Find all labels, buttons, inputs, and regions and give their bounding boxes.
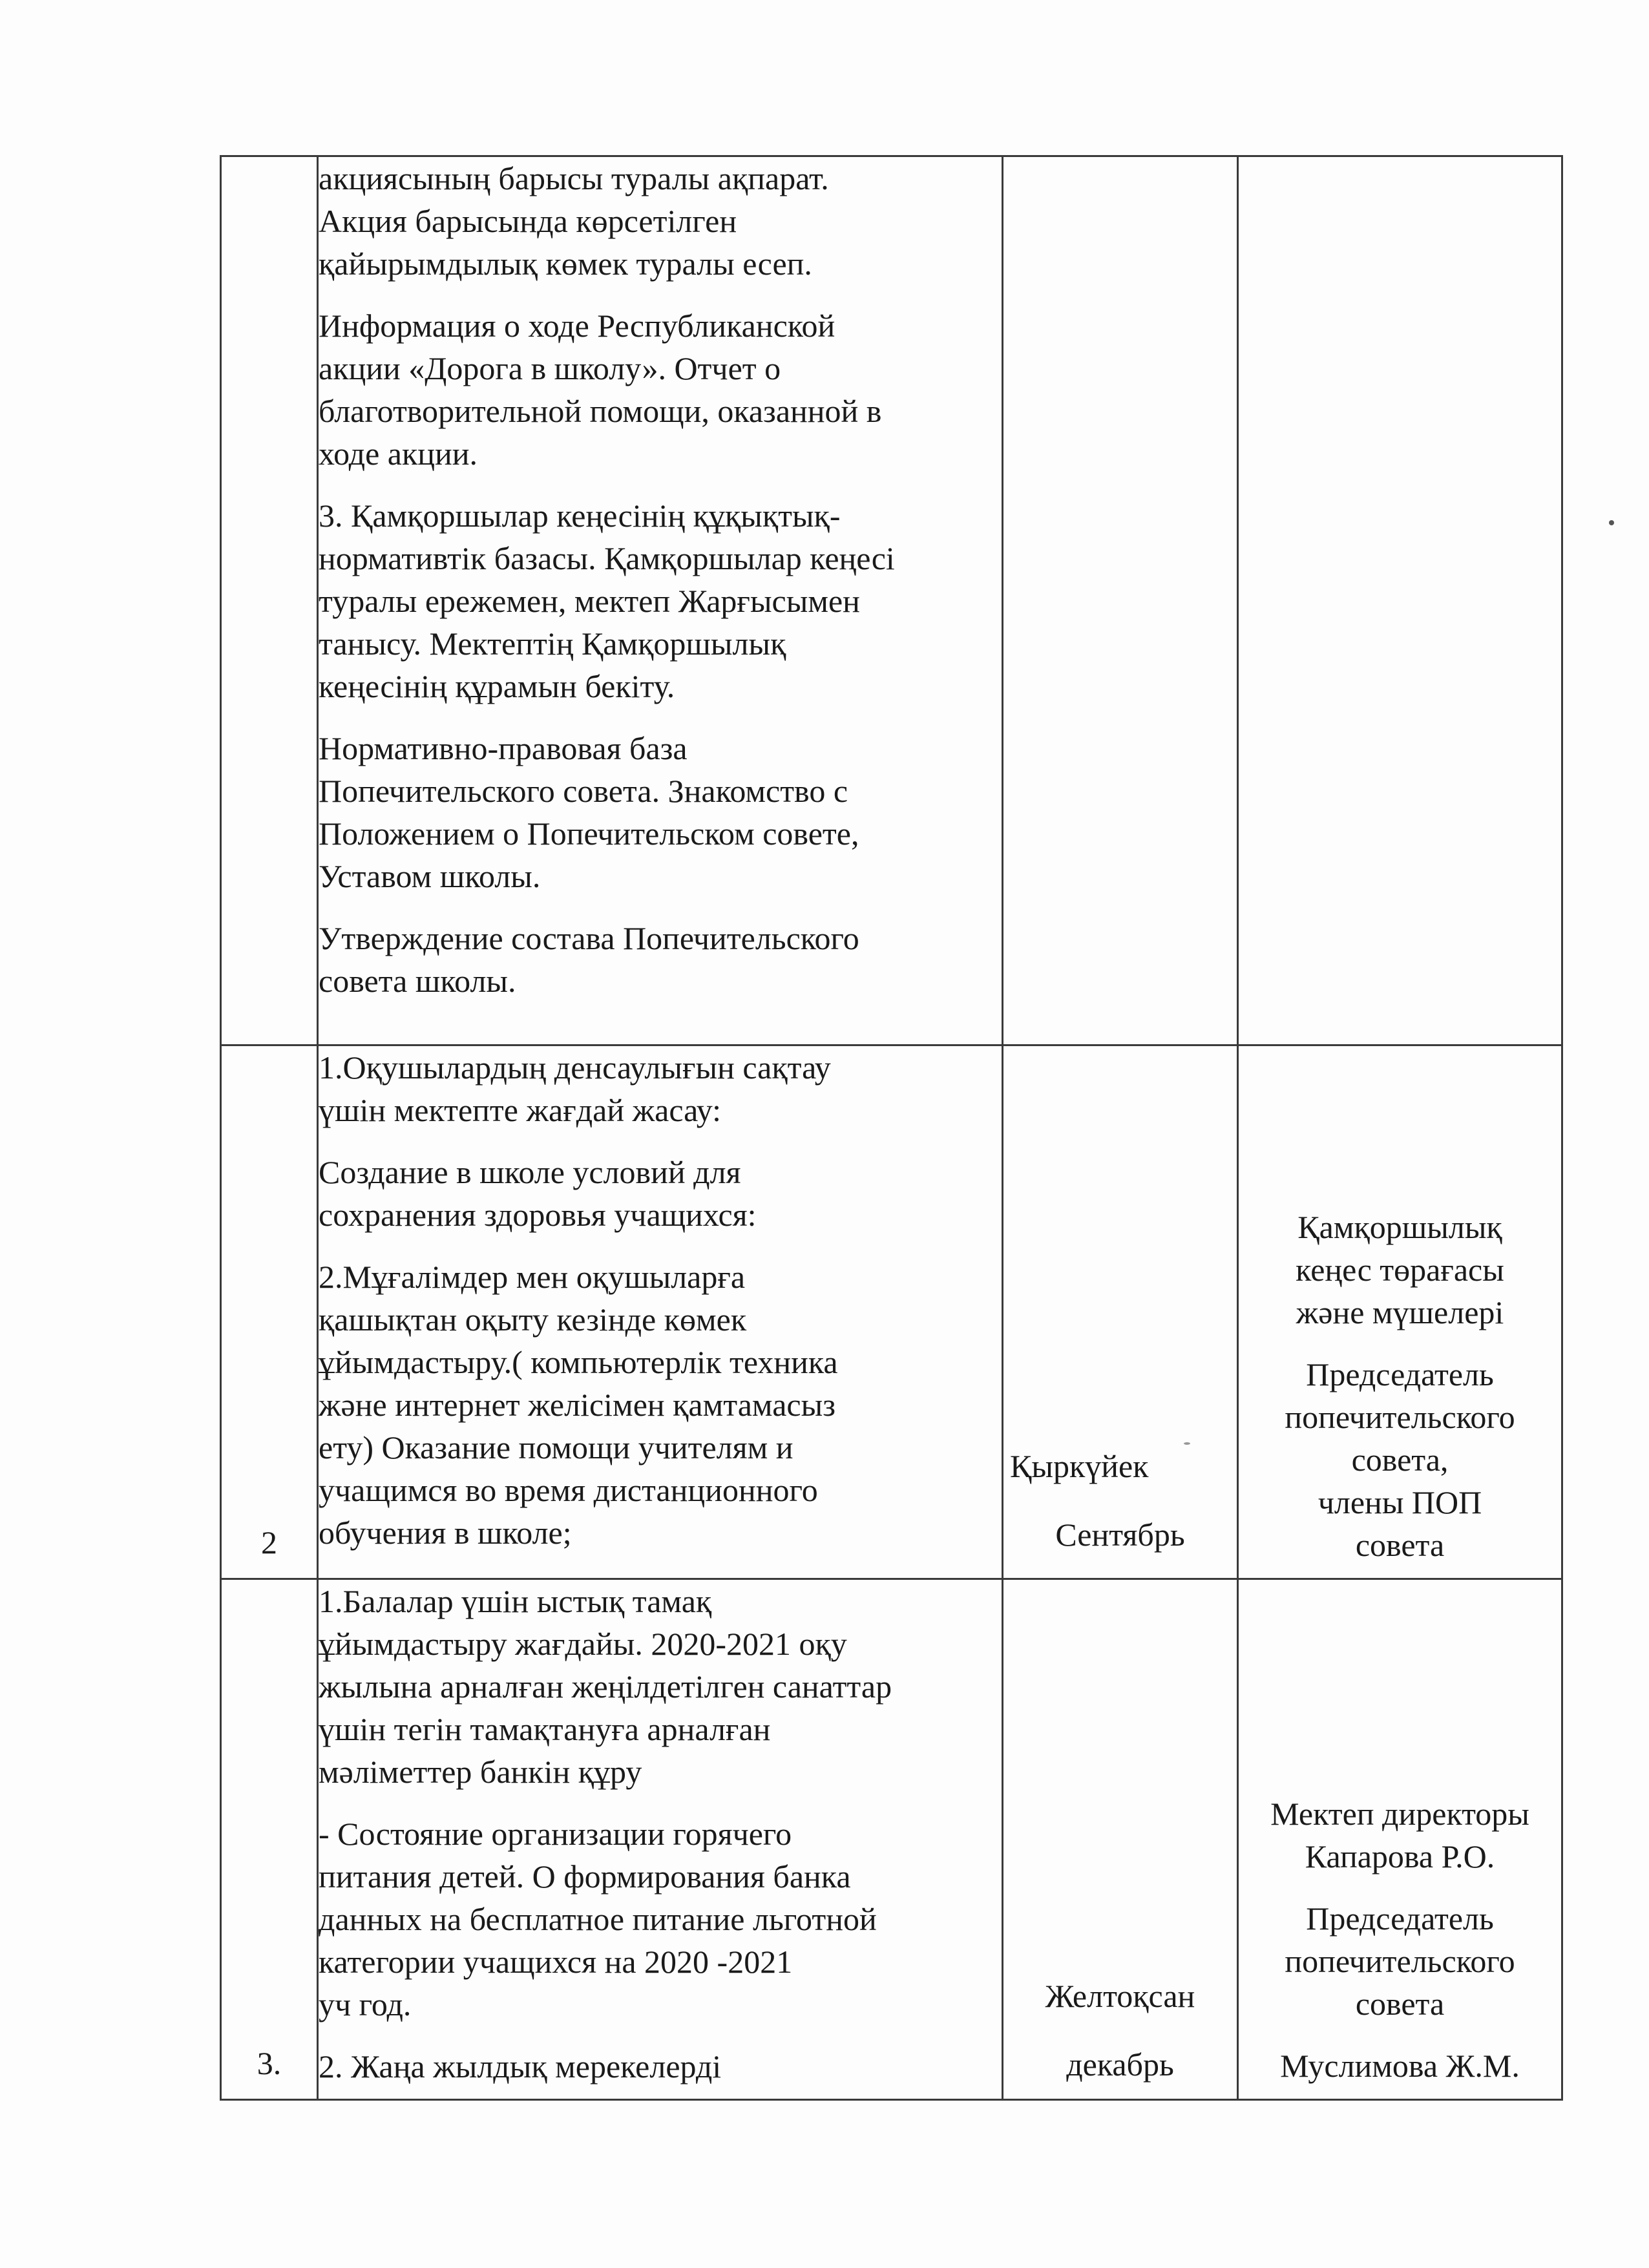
content-paragraph: 1.Балалар үшін ыстық тамақ ұйымдастыру жағдайы. 2020-2021 оқу жылына арналған жеңілдетілген санаттар үшін тегін тамақтануға арналған мәліметтер банкін құру <box>319 1583 892 1790</box>
scan-speck <box>1609 520 1614 525</box>
row-content <box>318 156 1003 1045</box>
date-ru: Сентябрь <box>1055 1517 1185 1553</box>
content-paragraph: Информация о ходе Республиканской акции «Дорога в школу». Отчет о благотворительной помощи, оказанной в ходе акции. <box>319 308 882 472</box>
row-content <box>318 1579 1003 2100</box>
row-date <box>1003 156 1238 1045</box>
row-number <box>221 156 318 1045</box>
responsible-chair-name: Муслимова Ж.М. <box>1280 2048 1520 2084</box>
responsible-kz: Қамқоршылық кеңес төрағасы және мүшелері <box>1296 1209 1504 1330</box>
scan-speck <box>1184 1442 1190 1445</box>
table-row <box>221 1579 1562 2100</box>
content-paragraph: 2. Жаңа жылдық мерекелерді <box>319 2048 722 2084</box>
table-row <box>221 1045 1562 1579</box>
content-paragraph: акциясының барысы туралы ақпарат. Акция барысында көрсетілген қайырымдылық көмек туралы есеп. <box>319 160 829 282</box>
content-paragraph: - Состояние организации горячего питания детей. О формирования банка данных на бесплатное питание льготной категории учащихся на 2020 -2021 уч год. <box>319 1816 877 2022</box>
row-content <box>318 1045 1003 1579</box>
responsible-ru: Председатель попечительского совета, члены ПОП совета <box>1285 1356 1515 1563</box>
row-number: 2 <box>221 1045 318 1579</box>
row-responsible <box>1238 156 1562 1045</box>
row-responsible <box>1238 1045 1562 1579</box>
responsible-director: Мектеп директоры Капарова Р.О. <box>1270 1796 1529 1874</box>
row-date <box>1003 1045 1238 1579</box>
content-paragraph: 3. Қамқоршылар кеңесінің құқықтық- нормативтік базасы. Қамқоршылар кеңесі туралы ережемен, мектеп Жарғысымен танысу. Мектептің Қамқоршылық кеңесінің құрамын бекіту. <box>319 498 895 704</box>
date-kz: Желтоқсан <box>1045 1978 1195 2014</box>
responsible-chair-title: Председатель попечительского совета <box>1285 1900 1515 2022</box>
row-number: 3. <box>221 1579 318 2100</box>
content-paragraph: Создание в школе условий для сохранения здоровья учащихся: <box>319 1154 757 1233</box>
table-row <box>221 156 1562 1045</box>
date-kz: Қыркүйек <box>1010 1448 1149 1484</box>
row-responsible <box>1238 1579 1562 2100</box>
content-paragraph: 2.Мұғалімдер мен оқушыларға қашықтан оқыту кезінде көмек ұйымдастыру.( компьютерлік техника және интернет желісімен қамтамасыз ету) Оказание помощи учителям и учащимся во время дистанционного обучения в школе; <box>319 1259 838 1551</box>
plan-table <box>220 155 1563 2101</box>
row-date <box>1003 1579 1238 2100</box>
content-paragraph: Утверждение состава Попечительского совета школы. <box>319 920 859 999</box>
date-ru: декабрь <box>1066 2046 1174 2083</box>
content-paragraph: 1.Оқушылардың денсаулығын сақтау үшін мектепте жағдай жасау: <box>319 1049 831 1128</box>
content-paragraph: Нормативно-правовая база Попечительского совета. Знакомство с Положением о Попечительском совете, Уставом школы. <box>319 730 859 894</box>
